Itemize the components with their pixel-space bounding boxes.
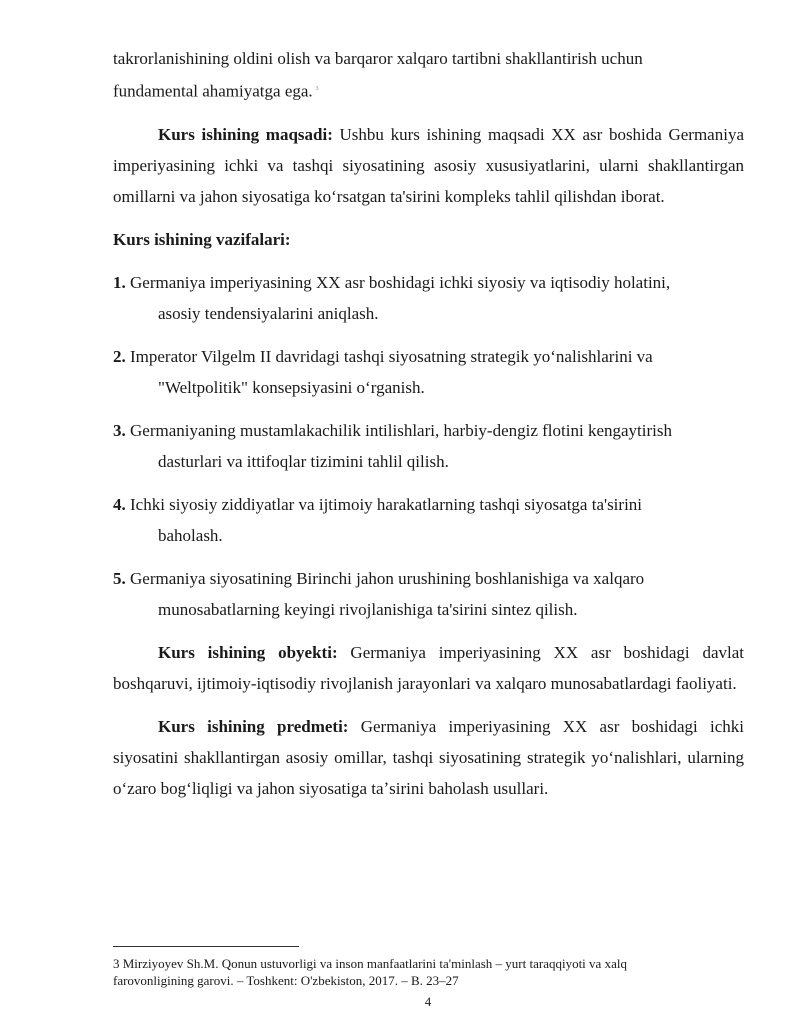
list-item-number: 2. bbox=[113, 346, 126, 366]
intro-line-2: fundamental ahamiyatga ega. bbox=[113, 81, 313, 101]
list-item-continuation: asosiy tendensiyalarini aniqlash. bbox=[158, 303, 379, 323]
predmet-paragraph bbox=[113, 711, 744, 804]
obyekt-text: Germaniya imperiyasining XX asr boshidagi davlat boshqaruvi, ijtimoiy-iqtisodiy rivojlanish jarayonlari va xalqaro munosabatlardagi faoliyati. bbox=[113, 642, 744, 693]
list-item bbox=[113, 341, 744, 403]
footnote-line-2: farovonligining garovi. – Toshkent: O'zbekiston, 2017. – B. 23–27 bbox=[113, 973, 459, 988]
list-item-text: Germaniyaning mustamlakachilik intilishlari, harbiy-dengiz flotini kengaytirish bbox=[125, 420, 672, 440]
list-item-text: Germaniya siyosatining Birinchi jahon urushining boshlanishiga va xalqaro bbox=[125, 568, 645, 588]
footnote-line-1: 3 Mirziyoyev Sh.M. Qonun ustuvorligi va inson manfaatlarini ta'minlash – yurt taraqqiyoti va xalq bbox=[113, 956, 627, 971]
list-item bbox=[113, 563, 744, 625]
intro-line-1: takrorlanishining oldini olish va barqaror xalqaro tartibni shakllantirish uchun bbox=[113, 49, 643, 68]
obyekt-paragraph bbox=[113, 637, 744, 699]
list-item-continuation: dasturlari va ittifoqlar tizimini tahlil qilish. bbox=[158, 451, 449, 471]
obyekt-label: Kurs ishining obyekti: bbox=[158, 642, 338, 662]
document-body bbox=[113, 43, 744, 804]
page-number: 4 bbox=[424, 994, 432, 1009]
predmet-label: Kurs ishining predmeti: bbox=[158, 716, 349, 736]
list-item bbox=[113, 415, 744, 477]
list-item bbox=[113, 267, 744, 329]
maqsad-label: Kurs ishining maqsadi: bbox=[158, 124, 333, 144]
list-item-continuation: munosabatlarning keyingi rivojlanishiga ta'sirini sintez qilish. bbox=[158, 599, 578, 619]
list-item-continuation: "Weltpolitik" konsepsiyasini oʻrganish. bbox=[158, 377, 425, 397]
list-item bbox=[113, 489, 744, 551]
intro-paragraph bbox=[113, 43, 744, 107]
list-item-number: 4. bbox=[113, 494, 126, 514]
list-item-continuation: baholash. bbox=[158, 525, 223, 545]
vazifalar-heading-text: Kurs ishining vazifalari: bbox=[113, 229, 291, 249]
maqsad-text: Ushbu kurs ishining maqsadi XX asr boshida Germaniya imperiyasining ichki va tashqi siyosatining asosiy xususiyatlarini, ularni shakllantirgan omillarni va jahon siyosatiga koʻrsatgan ta'sirini kompleks tahlil qilishdan iborat. bbox=[113, 124, 745, 206]
list-item-text: Germaniya imperiyasining XX asr boshidagi ichki siyosiy va iqtisodiy holatini, bbox=[125, 272, 671, 292]
list-item-text: Imperator Vilgelm II davridagi tashqi siyosatning strategik yoʻnalishlarini va bbox=[125, 346, 653, 366]
list-item-number: 1. bbox=[113, 272, 126, 292]
footnote-marker[interactable]: 3 bbox=[315, 86, 319, 92]
maqsad-paragraph bbox=[113, 119, 744, 212]
list-item-text: Ichki siyosiy ziddiyatlar va ijtimoiy harakatlarning tashqi siyosatga ta'sirini bbox=[125, 494, 643, 514]
list-item-number: 5. bbox=[113, 568, 126, 588]
vazifalar-heading bbox=[113, 224, 744, 255]
footnote-divider bbox=[113, 946, 299, 947]
list-item-number: 3. bbox=[113, 420, 126, 440]
predmet-text: Germaniya imperiyasining XX asr boshidagi ichki siyosatini shakllantirgan asosiy omillar, tashqi siyosatining strategik yoʻnalishlari, ularning oʻzaro bogʻliqligi va jahon siyosatiga taʼsirini baholash usullari. bbox=[113, 716, 744, 798]
footnote bbox=[113, 955, 733, 989]
